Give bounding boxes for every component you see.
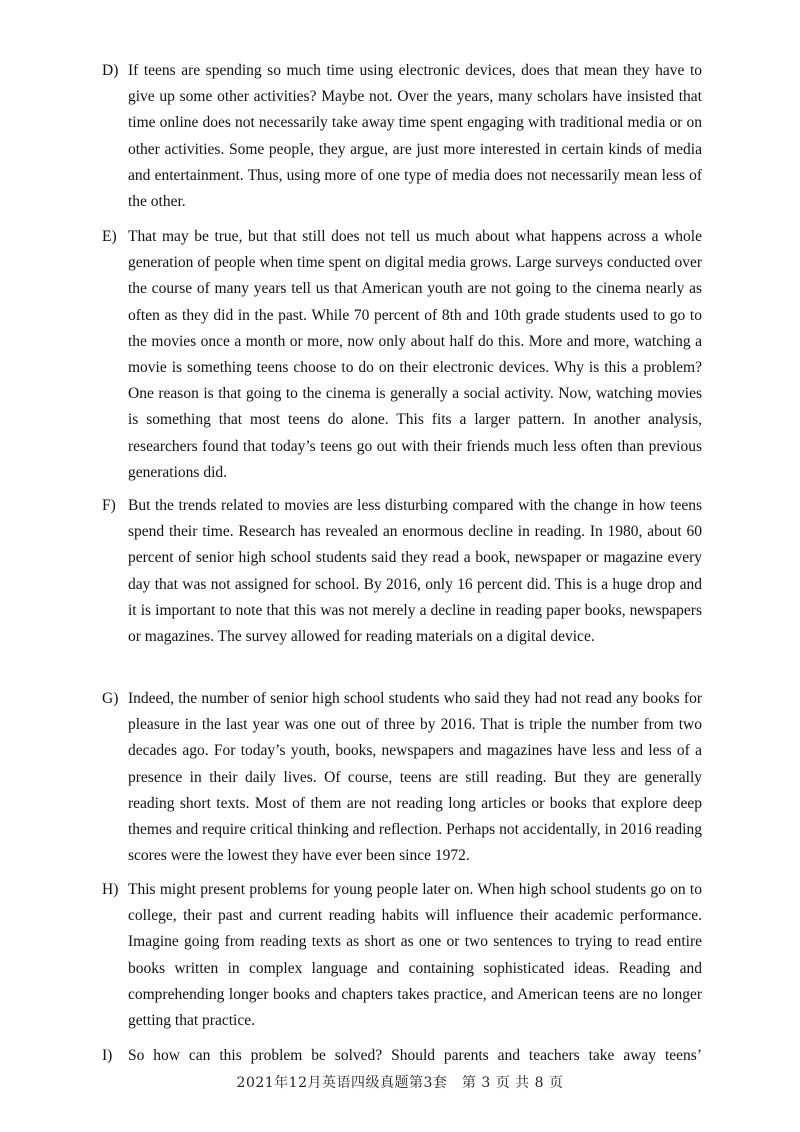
paragraph-g [102,686,702,869]
paragraph-text: If teens are spending so much time using electronic devices, does that mean they have to give up some other activities? Maybe not. Over the years, many scholars have insisted that time online does not necessarily take away time spent engaging with traditional media or on other activities. Some people, they argue, are just more interested in certain kinds of media and entertainment. Thus, using more of one type of media does not necessarily mean less of the other. [128,62,702,211]
paragraph-f [102,493,702,650]
paragraph-h [102,877,702,1034]
paragraph-letter: D) [102,62,119,79]
paragraph-text: But the trends related to movies are less disturbing compared with the change in how teens spend their time. Research has revealed an enormous decline in reading. In 1980, about 60 percent of senior high school students said they read a book, newspaper or magazine every day that was not assigned for school. By 2016, only 16 percent did. This is a huge drop and it is important to note that this was not merely a decline in reading paper books, newspapers or magazines. The survey allowed for reading materials on a digital device. [128,497,702,646]
paragraph-text: This might present problems for young people later on. When high school students go on to college, their past and current reading habits will influence their academic performance. Imagine going from reading texts as short as one or two sentences to trying to read entire books written in complex language and containing sophisticated ideas. Reading and comprehending longer books and chapters takes practice, and American teens are no longer getting that practice. [128,881,702,1030]
paragraph-letter: E) [102,228,117,245]
paragraph-d [102,58,702,215]
paragraph-letter: F) [102,497,116,514]
paragraph-letter: H) [102,881,119,898]
page-footer: 2021年12月英语四级真题第3套 第 3 页 共 8 页 [236,1075,564,1091]
paragraph-text: Indeed, the number of senior high school students who said they had not read any books for pleasure in the last year was one out of three by 2016. That is triple the number from two decades ago. For today’s youth, books, newspapers and magazines have less and less of a presence in their daily lives. Of course, teens are still reading. But they are generally reading short texts. Most of them are not reading long articles or books that explore deep themes and require critical thinking and reflection. Perhaps not accidentally, in 2016 reading scores were the lowest they have ever been since 1972. [128,690,702,865]
paragraph-text: So how can this problem be solved? Should parents and teachers take away teens’ [128,1047,702,1064]
paragraph-e [102,224,702,486]
paragraph-text: That may be true, but that still does not tell us much about what happens across a whole generation of people when time spent on digital media grows. Large surveys conducted over the course of many years tell us that American youth are not going to the cinema nearly as often as they did in the past. While 70 percent of 8th and 10th grade students used to go to the movies once a month or more, now only about half do this. More and more, watching a movie is something teens choose to do on their electronic devices. Why is this a problem? One reason is that going to the cinema is generally a social activity. Now, watching movies is something that most teens do alone. This fits a larger pattern. In another analysis, researchers found that today’s teens go out with their friends much less often than previous generations did. [128,228,702,481]
paragraph-letter: G) [102,690,119,707]
paragraph-letter: I) [102,1047,113,1064]
paragraph-i [102,1043,702,1069]
